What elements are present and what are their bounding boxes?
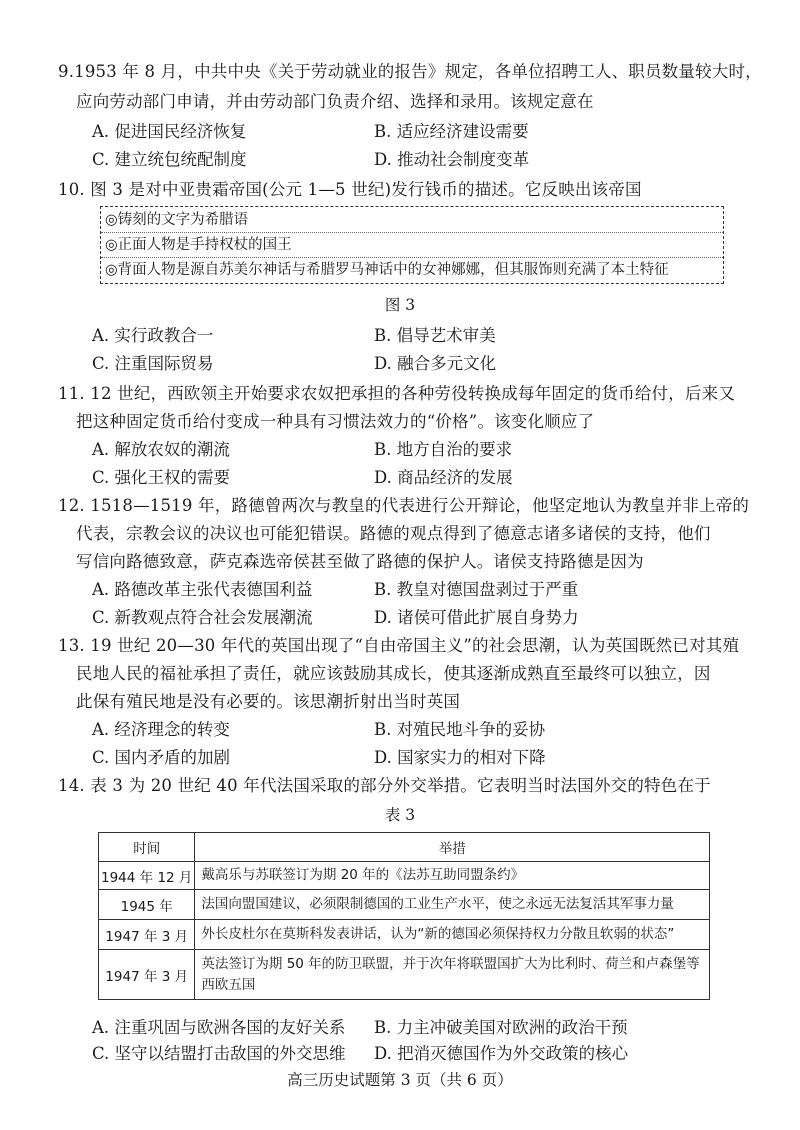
figure3-item-3: ◎背面人物是源自苏美尔神话与希腊罗马神话中的女神娜娜，但其服饰则充满了本土特征: [105, 262, 669, 278]
q13-stem-line3: 此保有殖民地是没有必要的。该思潮折射出当时英国: [76, 692, 461, 711]
q12-stem-line3: 写信向路德致意，萨克森选帝侯甚至做了路德的保护人。诸侯支持路德是因为: [76, 552, 644, 571]
q9-option-d: D. 推动社会制度变革: [374, 150, 530, 169]
q10-option-d: D. 融合多元文化: [374, 354, 497, 373]
q11-stem-line2: 把这种固定货币给付变成一种具有习惯法效力的“价格”。该变化顺应了: [76, 412, 595, 431]
q12-option-c: C. 新教观点符合社会发展潮流: [92, 608, 313, 627]
q13-option-d: D. 国家实力的相对下降: [374, 748, 546, 767]
q11-option-b: B. 地方自治的要求: [374, 440, 513, 459]
q12-option-b: B. 教皇对德国盘剥过于严重: [374, 580, 579, 599]
q13-stem-line1: 13. 19 世纪 20—30 年代的英国出现了“自由帝国主义”的社会思潮，认为英国既然已对其殖: [58, 636, 740, 655]
q14-stem-line1: 14. 表 3 为 20 世纪 40 年代法国采取的部分外交举措。它表明当时法国外交的特色在于: [58, 776, 711, 795]
q9-option-b: B. 适应经济建设需要: [374, 122, 529, 141]
q14-option-c: C. 坚守以结盟打击敌国的外交思维: [92, 1044, 346, 1063]
table3-caption: 表 3: [384, 806, 416, 824]
q11-option-c: C. 强化王权的需要: [92, 468, 231, 487]
q9-stem-line2: 应向劳动部门申请，并由劳动部门负责介绍、选择和录用。该规定意在: [76, 92, 594, 111]
q14-option-d: D. 把消灭德国作为外交政策的核心: [374, 1044, 629, 1063]
q13-option-c: C. 国内矛盾的加剧: [92, 748, 231, 767]
table3-header-time: 时间: [99, 833, 195, 862]
q10-stem-line1: 10. 图 3 是对中亚贵霜帝国(公元 1—5 世纪)发行钱币的描述。它反映出该帝国: [58, 180, 642, 199]
figure3-separator: [101, 232, 723, 233]
table3-cell-measure: 戴高乐与苏联签订为期 20 年的《法苏互助同盟条约》: [195, 862, 710, 890]
table3: [98, 832, 710, 1000]
table-row: [99, 950, 710, 1000]
q10-option-b: B. 倡导艺术审美: [374, 326, 496, 345]
q13-option-b: B. 对殖民地斗争的妥协: [374, 720, 546, 739]
figure3-description-box: [100, 206, 724, 284]
q13-option-a: A. 经济理念的转变: [92, 720, 230, 739]
q12-stem-line2: 代表，宗教会议的决议也可能犯错误。路德的观点得到了德意志诸多诸侯的支持，他们: [76, 524, 711, 543]
q10-option-c: C. 注重国际贸易: [92, 354, 214, 373]
table3-cell-time: 1947 年 3 月: [99, 950, 195, 1000]
table3-header-measure: 举措: [195, 833, 710, 862]
figure3-separator: [101, 257, 723, 258]
q10-option-a: A. 实行政教合一: [92, 326, 214, 345]
q11-stem-line1: 11. 12 世纪，西欧领主开始要求农奴把承担的各种劳役转换成每年固定的货币给付，后来又: [58, 384, 736, 403]
page-footer: 高三历史试题第 3 页（共 6 页）: [287, 1071, 513, 1089]
table-row: [99, 920, 710, 950]
table3-cell-measure: 英法签订为期 50 年的防卫联盟，并于次年将联盟国扩大为比利时、荷兰和卢森堡等西欧五国: [195, 950, 710, 1000]
table3-cell-time: 1944 年 12 月: [99, 862, 195, 890]
q12-option-a: A. 路德改革主张代表德国利益: [92, 580, 313, 599]
q12-stem-line1: 12. 1518—1519 年，路德曾两次与教皇的代表进行公开辩论，他坚定地认为教皇并非上帝的: [58, 496, 750, 515]
figure3-item-1: ◎铸刻的文字为希腊语: [105, 212, 249, 228]
table3-cell-time: 1947 年 3 月: [99, 920, 195, 950]
table3-cell-measure: 外长皮杜尔在莫斯科发表讲话，认为“新的德国必须保持权力分散且软弱的状态”: [195, 920, 710, 950]
table-row: [99, 862, 710, 890]
table3-header-row: [99, 833, 710, 862]
q9-stem-line1: 9.1953 年 8 月，中共中央《关于劳动就业的报告》规定，各单位招聘工人、职员数量较大时，: [58, 62, 762, 81]
q13-stem-line2: 民地人民的福祉承担了责任，就应该鼓励其成长，使其逐渐成熟直至最终可以独立，因: [76, 664, 711, 683]
q12-option-d: D. 诸侯可借此扩展自身势力: [374, 608, 579, 627]
q9-option-c: C. 建立统包统配制度: [92, 150, 247, 169]
table-row: [99, 890, 710, 920]
table3-cell-time: 1945 年: [99, 890, 195, 920]
q14-option-b: B. 力主冲破美国对欧洲的政治干预: [374, 1018, 628, 1037]
q11-option-d: D. 商品经济的发展: [374, 468, 513, 487]
table3-cell-measure: 法国向盟国建议，必须限制德国的工业生产水平，使之永远无法复活其军事力量: [195, 890, 710, 920]
q11-option-a: A. 解放农奴的潮流: [92, 440, 230, 459]
figure3-item-2: ◎正面人物是手持权杖的国王: [105, 237, 292, 253]
q14-option-a: A. 注重巩固与欧洲各国的友好关系: [92, 1018, 346, 1037]
q9-option-a: A. 促进国民经济恢复: [92, 122, 247, 141]
figure3-caption: 图 3: [384, 296, 416, 314]
